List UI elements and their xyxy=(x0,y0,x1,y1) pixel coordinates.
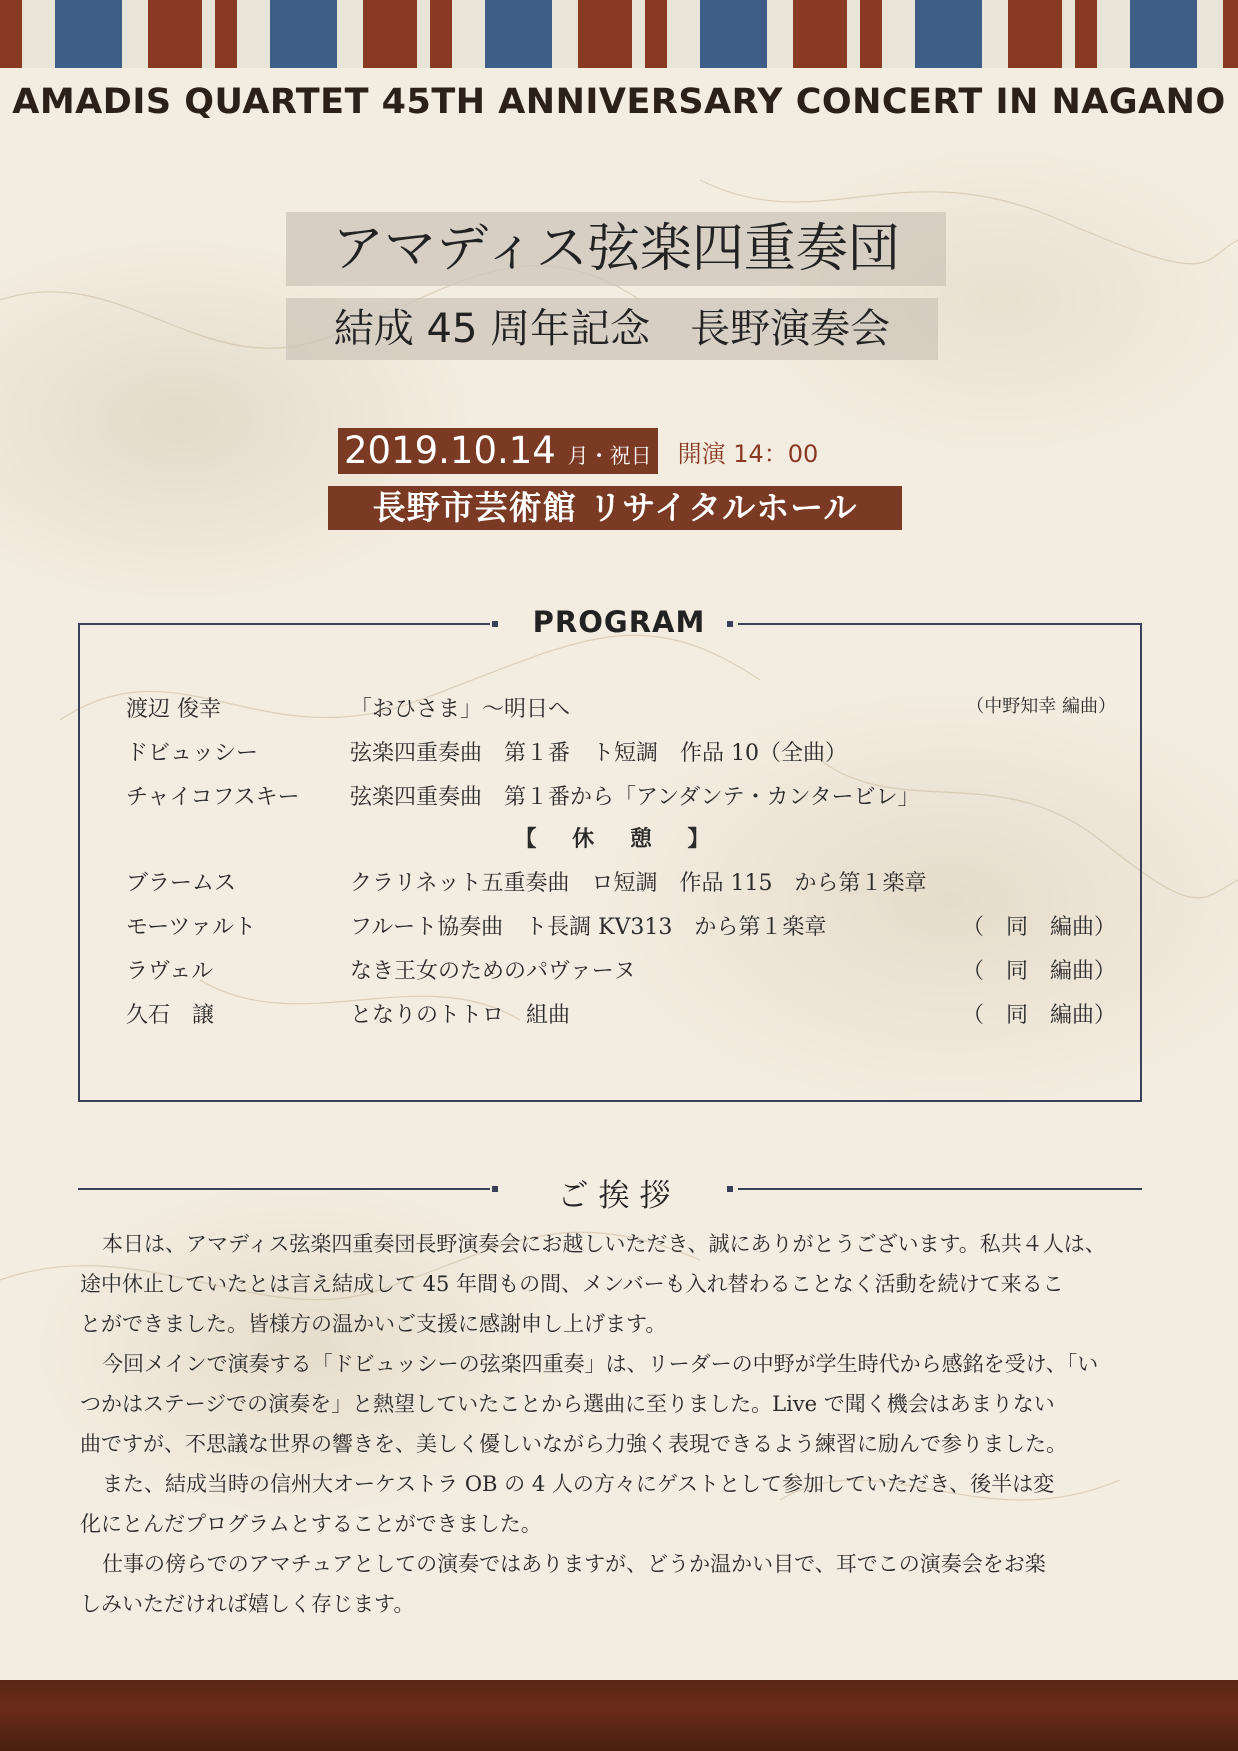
composer: ブラームス xyxy=(126,871,237,896)
piece: フルート協奏曲 ト長調 KV313 から第１楽章 xyxy=(350,915,827,940)
arranger-note: （ 同 編曲） xyxy=(961,1003,1116,1028)
date-badge xyxy=(338,428,658,474)
title-line-2: 結成 45 周年記念 長野演奏会 xyxy=(286,298,938,360)
arranger-note: （ 同 編曲） xyxy=(961,959,1116,984)
program-heading: PROGRAM xyxy=(532,605,706,639)
arranger-note: （中野知幸 編曲） xyxy=(966,696,1116,717)
program-row xyxy=(126,866,1116,906)
greeting-line: 曲ですが、不思議な世界の響きを、美しく優しいながら力強く表現できるよう練習に励んで参りました。 xyxy=(80,1432,1067,1456)
program-row xyxy=(126,780,1116,820)
composer: 久石 譲 xyxy=(126,1003,215,1028)
composer: 渡辺 俊幸 xyxy=(126,697,221,722)
greeting-line: 途中休止していたとは言え結成して 45 年間もの間、メンバーも入れ替わることなく活動を続けて来るこ xyxy=(80,1272,1064,1296)
striped-banner xyxy=(0,0,1238,68)
greeting-line: 仕事の傍らでのアマチュアとしての演奏ではありますが、どうか温かい目で、耳でこの演奏会をお楽 xyxy=(102,1552,1046,1576)
composer: ドビュッシー xyxy=(126,741,259,766)
program-row xyxy=(126,998,1116,1038)
title-line-1: アマディス弦楽四重奏団 xyxy=(286,212,946,286)
greeting-line: つかはステージでの演奏を」と熱望していたことから選曲に至りました。Live で聞く機会はあまりない xyxy=(80,1392,1055,1416)
composer: ラヴェル xyxy=(126,959,214,984)
composer: チャイコフスキー xyxy=(126,785,300,810)
program-row xyxy=(126,954,1116,994)
date-row xyxy=(338,428,818,474)
venue-badge: 長野市芸術館 リサイタルホール xyxy=(328,486,902,530)
open-time: 開演 14：00 xyxy=(677,439,819,468)
greeting-line: 化にとんだプログラムとすることができました。 xyxy=(80,1512,542,1536)
program-row xyxy=(126,692,1116,732)
greeting-body xyxy=(80,1224,1140,1624)
weekday: 月・祝日 xyxy=(567,444,652,468)
piece: となりのトトロ 組曲 xyxy=(350,1003,571,1028)
arranger-note: （ 同 編曲） xyxy=(961,915,1116,940)
greeting-line: とができました。皆様方の温かいご支援に感謝申し上げます。 xyxy=(80,1312,667,1336)
greeting-heading: ご挨拶 xyxy=(557,1178,681,1214)
intermission: 【 休 憩 】 xyxy=(514,826,724,852)
greeting-line: また、結成当時の信州大オーケストラ OB の 4 人の方々にゲストとして参加していただき、後半は変 xyxy=(102,1472,1055,1496)
greeting-line: しみいただければ嬉しく存じます。 xyxy=(80,1592,415,1616)
program-row xyxy=(126,736,1116,776)
piece: 弦楽四重奏曲 第１番から「アンダンテ・カンタービレ」 xyxy=(350,785,920,810)
footer-band xyxy=(0,1680,1238,1751)
program-row xyxy=(126,910,1116,950)
headline: AMADIS QUARTET 45TH ANNIVERSARY CONCERT IN NAGANO xyxy=(12,82,1226,122)
composer: モーツァルト xyxy=(126,915,257,940)
greeting-line: 本日は、アマディス弦楽四重奏団長野演奏会にお越しいただき、誠にありがとうございます。私共４人は、 xyxy=(102,1232,1106,1256)
piece: 弦楽四重奏曲 第１番 ト短調 作品 10（全曲） xyxy=(350,741,847,766)
date: 2019.10.14 xyxy=(344,429,556,472)
greeting-line: 今回メインで演奏する「ドビュッシーの弦楽四重奏」は、リーダーの中野が学生時代から感銘を受け、「い xyxy=(102,1352,1099,1376)
piece: 「おひさま」～明日へ xyxy=(350,697,571,722)
piece: なき王女のためのパヴァーヌ xyxy=(350,959,636,984)
piece: クラリネット五重奏曲 ロ短調 作品 115 から第１楽章 xyxy=(350,871,927,896)
